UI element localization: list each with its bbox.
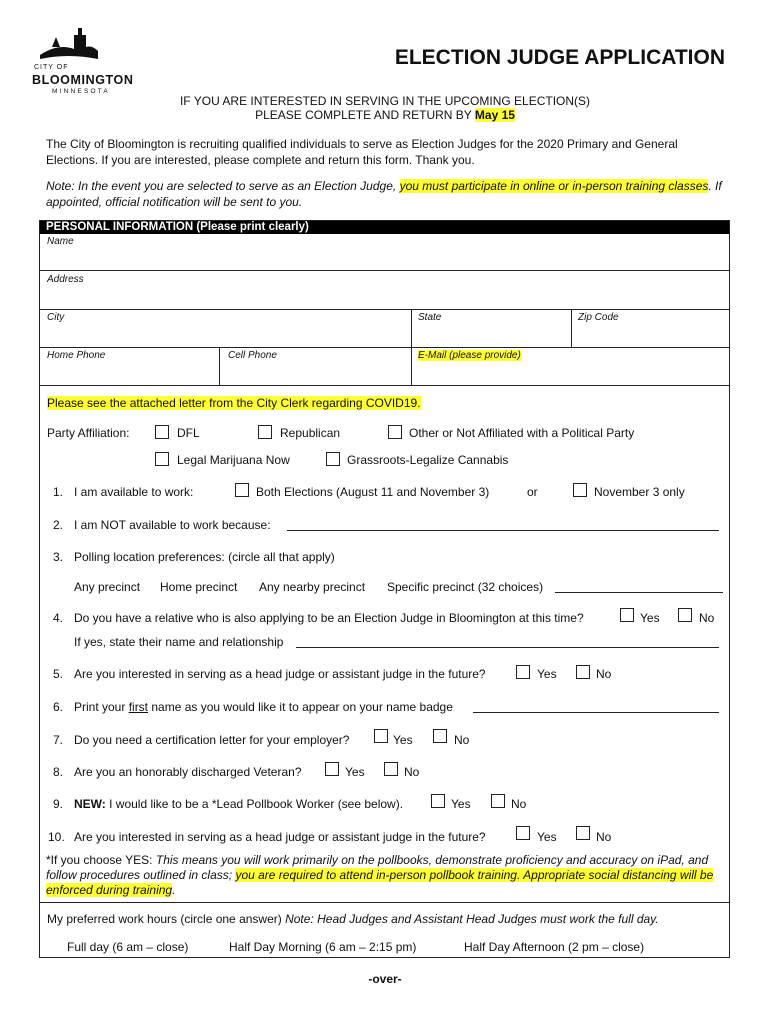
q7-no-checkbox[interactable] xyxy=(433,729,447,743)
q6-number: 6. xyxy=(53,700,64,714)
hours-row xyxy=(47,912,659,926)
state-label: State xyxy=(418,312,442,323)
q1-text: I am available to work: xyxy=(74,485,194,499)
q5-no-label: No xyxy=(596,667,612,681)
note-highlight: you must participate in online or in-person training classes xyxy=(399,179,709,193)
note-prefix: Note: In the event you are selected to serve as an Election Judge, xyxy=(46,179,400,193)
q9-yes-label: Yes xyxy=(451,797,471,811)
q7-number: 7. xyxy=(53,733,64,747)
q3-any-precinct[interactable]: Any precinct xyxy=(74,580,141,594)
home-phone-field[interactable] xyxy=(40,350,218,384)
hours-label: My preferred work hours (circle one answer) xyxy=(47,912,282,926)
q3-specific-line[interactable] xyxy=(555,592,723,593)
logo-name: BLOOMINGTON xyxy=(32,73,134,87)
q4-number: 4. xyxy=(53,611,64,625)
q9-number: 9. xyxy=(53,797,64,811)
zip-label: Zip Code xyxy=(578,312,619,323)
q4-no-label: No xyxy=(699,611,715,625)
cell-phone-field[interactable] xyxy=(220,350,410,384)
address-field[interactable] xyxy=(40,274,729,308)
q10-no-label: No xyxy=(596,830,612,844)
q1-both-elections-checkbox[interactable] xyxy=(235,483,249,497)
q8-no-label: No xyxy=(404,765,420,779)
name-label: Name xyxy=(47,236,74,247)
hours-half-afternoon[interactable]: Half Day Afternoon (2 pm – close) xyxy=(464,940,645,954)
city-field[interactable] xyxy=(40,312,410,346)
q8-text: Are you an honorably discharged Veteran? xyxy=(74,765,302,779)
q3-nearby-precinct[interactable]: Any nearby precinct xyxy=(259,580,366,594)
q3-text: Polling location preferences: (circle all that apply) xyxy=(74,550,335,564)
personal-info-header: PERSONAL INFORMATION (Please print clearly) xyxy=(40,221,729,234)
q8-number: 8. xyxy=(53,765,64,779)
party-glc-checkbox[interactable] xyxy=(326,452,340,466)
q5-yes-label: Yes xyxy=(537,667,557,681)
q7-yes-checkbox[interactable] xyxy=(374,729,388,743)
skyline-icon xyxy=(38,25,100,65)
training-note xyxy=(46,178,726,210)
party-glc-label: Grassroots-Legalize Cannabis xyxy=(347,453,509,467)
q9-no-label: No xyxy=(511,797,527,811)
q10-yes-label: Yes xyxy=(537,830,557,844)
pollbook-note-highlight: you are required to attend in-person pollbook training. Appropriate social distancing will be enforced during training xyxy=(46,868,714,897)
email-label: E-Mail (please provide) xyxy=(418,350,521,361)
q1-november-only-checkbox[interactable] xyxy=(573,483,587,497)
city-label: City xyxy=(47,312,65,323)
logo-city-of: CITY OF xyxy=(34,64,69,71)
party-label: Party Affiliation: xyxy=(47,426,130,440)
q9-text xyxy=(74,797,403,811)
q7-text: Do you need a certification letter for your employer? xyxy=(74,733,350,747)
q3-number: 3. xyxy=(53,550,64,564)
divider xyxy=(40,385,729,386)
q6-text xyxy=(74,700,453,714)
subtitle-line1: IF YOU ARE INTERESTED IN SERVING IN THE UPCOMING ELECTION(S) xyxy=(179,94,591,108)
city-logo xyxy=(30,25,134,103)
q8-no-checkbox[interactable] xyxy=(384,762,398,776)
pollbook-note-suffix: . xyxy=(172,883,176,897)
q1-number: 1. xyxy=(53,485,64,499)
q10-text: Are you interested in serving as a head judge or assistant judge in the future? xyxy=(74,830,486,844)
q4-followup: If yes, state their name and relationship xyxy=(74,635,284,649)
q1-or: or xyxy=(527,485,538,499)
party-republican-label: Republican xyxy=(280,426,341,440)
q6-text-first: first xyxy=(128,700,149,714)
q5-no-checkbox[interactable] xyxy=(576,665,590,679)
q9-no-checkbox[interactable] xyxy=(491,794,505,808)
divider xyxy=(40,902,729,903)
party-lmn-label: Legal Marijuana Now xyxy=(177,453,290,467)
q6-badge-name-line[interactable] xyxy=(473,712,719,713)
return-date: May 15 xyxy=(474,108,515,122)
q5-number: 5. xyxy=(53,667,64,681)
party-republican-checkbox[interactable] xyxy=(258,425,272,439)
zip-field[interactable] xyxy=(572,312,729,346)
q5-text: Are you interested in serving as a head judge or assistant judge in the future? xyxy=(74,667,486,681)
q2-text: I am NOT available to work because: xyxy=(74,518,271,532)
q7-no-label: No xyxy=(454,733,470,747)
logo-state: MINNESOTA xyxy=(52,88,110,95)
q3-home-precinct[interactable]: Home precinct xyxy=(160,580,238,594)
email-field[interactable] xyxy=(412,350,729,384)
divider xyxy=(40,270,729,271)
party-dfl-checkbox[interactable] xyxy=(155,425,169,439)
divider xyxy=(40,347,729,348)
party-other-label: Other or Not Affiliated with a Political Party xyxy=(409,426,635,440)
q4-yes-checkbox[interactable] xyxy=(620,608,634,622)
pollbook-note-body: This means you will work primarily on the pollbooks, demonstrate proficiency and accuracy on iPad, and follow procedures outlined in class; xyxy=(46,853,709,882)
q2-number: 2. xyxy=(53,518,64,532)
name-field[interactable] xyxy=(40,236,729,269)
divider xyxy=(40,309,729,310)
pollbook-note-prefix: *If you choose YES: xyxy=(46,853,156,867)
q8-yes-label: Yes xyxy=(345,765,365,779)
q10-number: 10. xyxy=(48,830,65,844)
q5-yes-checkbox[interactable] xyxy=(516,665,530,679)
cell-phone-label: Cell Phone xyxy=(228,350,277,361)
hours-full-day[interactable]: Full day (6 am – close) xyxy=(67,940,189,954)
subtitle-line2-prefix: PLEASE COMPLETE AND RETURN BY xyxy=(255,108,475,122)
q1-november-only-label: November 3 only xyxy=(594,485,685,499)
pollbook-note xyxy=(46,853,726,898)
intro-paragraph: The City of Bloomington is recruiting qualified individuals to serve as Election Judges for the 2020 Primary and General Elections. If you are interested, please complete and return this form. Thank you. xyxy=(46,137,678,167)
party-lmn-checkbox[interactable] xyxy=(155,452,169,466)
page-footer: -over- xyxy=(368,972,402,986)
subtitle-line2 xyxy=(0,108,770,122)
q10-no-checkbox[interactable] xyxy=(576,826,590,840)
q2-answer-line[interactable] xyxy=(287,530,719,531)
address-label: Address xyxy=(47,274,84,285)
q8-yes-checkbox[interactable] xyxy=(325,762,339,776)
q6-text-suffix: name as you would like it to appear on your name badge xyxy=(148,700,453,714)
q9-new-label: NEW: xyxy=(74,797,106,811)
hours-note: Note: Head Judges and Assistant Head Judges must work the full day. xyxy=(285,912,659,926)
party-other-checkbox[interactable] xyxy=(388,425,402,439)
state-field[interactable] xyxy=(412,312,570,346)
q9-yes-checkbox[interactable] xyxy=(431,794,445,808)
q4-text: Do you have a relative who is also applying to be an Election Judge in Bloomington at this time? xyxy=(74,611,584,625)
q7-yes-label: Yes xyxy=(393,733,413,747)
q4-yes-label: Yes xyxy=(640,611,660,625)
q4-no-checkbox[interactable] xyxy=(678,608,692,622)
note-suffix: . If appointed, official notification will be sent to you. xyxy=(46,179,722,209)
q6-text-prefix: Print your xyxy=(74,700,129,714)
home-phone-label: Home Phone xyxy=(47,350,106,361)
q9-text-body: I would like to be a *Lead Pollbook Worker (see below). xyxy=(105,797,404,811)
q10-yes-checkbox[interactable] xyxy=(516,826,530,840)
q1-both-elections-label: Both Elections (August 11 and November 3) xyxy=(256,485,490,499)
covid-notice: Please see the attached letter from the City Clerk regarding COVID19. xyxy=(47,396,421,410)
party-dfl-label: DFL xyxy=(177,426,200,440)
q3-specific-precinct[interactable]: Specific precinct (32 choices) xyxy=(387,580,544,594)
page-title: ELECTION JUDGE APPLICATION xyxy=(394,46,725,69)
q4-relative-line[interactable] xyxy=(296,647,719,648)
hours-half-morning[interactable]: Half Day Morning (6 am – 2:15 pm) xyxy=(229,940,417,954)
